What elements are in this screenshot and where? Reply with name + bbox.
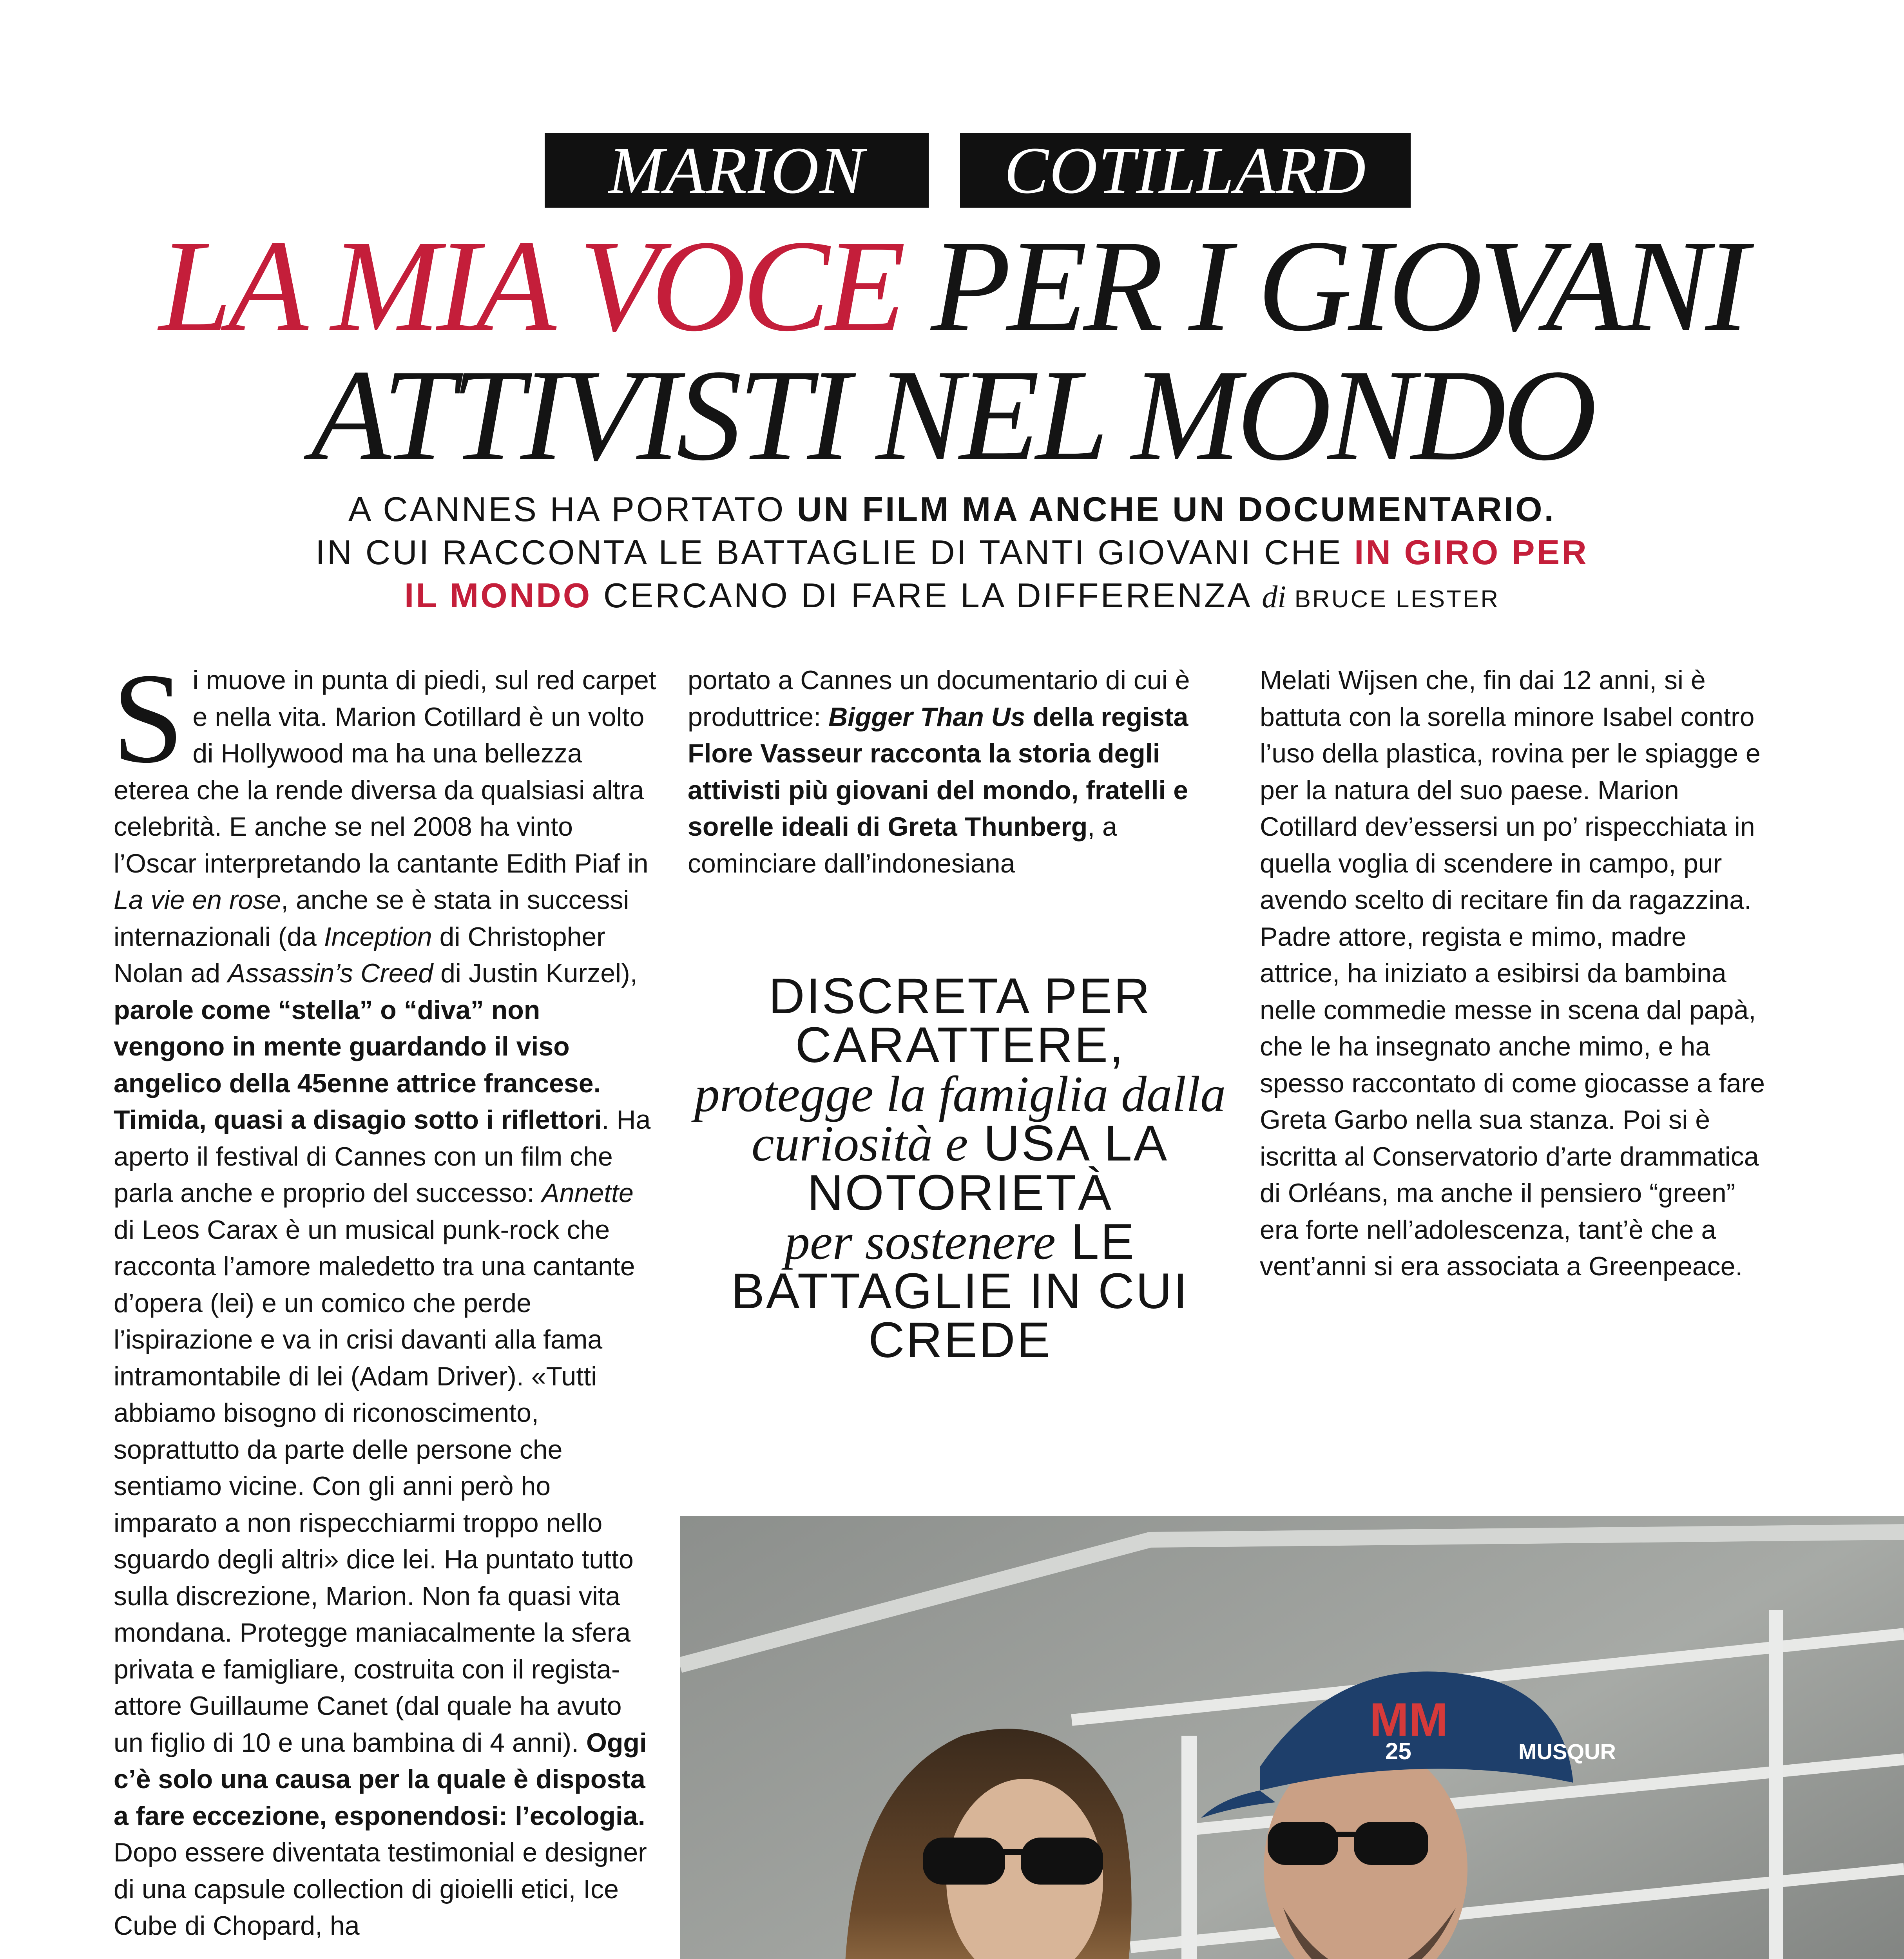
body-text: , anche se è stata in successi internazionali (da — [114, 885, 629, 952]
pull-quote — [682, 968, 1238, 1368]
paragraph: Melati Wijsen che, fin dai 12 anni, si è battuta con la sorella minore Isabel contro l’uso della plastica, rovina per le spiagge e per la natura del suo paese. Marion Cotillard dev’essersi un po’ rispecchiata in quella voglia di scendere in campo, pur avendo scelto di recitare fin da ragazzina. Padre attore, regista e mimo, madre attrice, ha iniziato a esibirsi da bambina nelle commedie messe in scena dal papà, che le ha insegnato anche mimo, e ha spesso raccontato di come giocasse a fare Greta Garbo nella sua stanza. Poi si è iscritta al Conservatorio d’arte drammatica di Orléans, ma anche il pensiero “green” era forte nell’adolescenza, tant’è che a vent’anni si era associata a Greenpeace. — [1260, 665, 1765, 1281]
film-title: Inception — [324, 922, 432, 952]
body-text: di Christopher Nolan ad — [114, 922, 605, 988]
deck-bold: UN FILM MA ANCHE UN DOCUMENTARIO. — [797, 490, 1556, 529]
article-column-3 — [1260, 662, 1769, 1285]
headline-line-1 — [118, 213, 1786, 358]
body-bold: della regista Flore Vasseur racconta la storia degli attivisti più giovani del mondo, fratelli e sorelle ideali di Greta Thunberg — [688, 702, 1188, 842]
cap-logo-number: 25 — [1385, 1738, 1411, 1764]
deck-line-1 — [118, 488, 1786, 531]
couple-photo — [680, 1516, 1904, 1959]
article-column-1 — [112, 647, 656, 1945]
pull-quote-text: USA LA NOTORIETÀ — [807, 1115, 1169, 1221]
drop-cap: S — [112, 647, 184, 790]
deck-highlight: IN GIRO PER — [1354, 533, 1589, 572]
deck-text: CERCANO DI FARE LA DIFFERENZA — [592, 576, 1262, 615]
kicker-last-name: COTILLARD — [960, 133, 1411, 208]
paragraph — [112, 647, 656, 1945]
cap-logo: MM — [1370, 1693, 1448, 1746]
pull-quote-italic: protegge la famiglia dalla curiosità e — [694, 1066, 1226, 1172]
body-text: Dopo essere diventata testimonial e designer di una capsule collection di gioielli etici, Ice Cube di Chopard, ha — [114, 1838, 647, 1941]
pull-quote-text: DISCRETA PER CARATTERE, — [768, 968, 1152, 1073]
headline-rest: PER I GIOVANI — [902, 213, 1745, 358]
deck-text: IN CUI RACCONTA LE BATTAGLIE DI TANTI GIOVANI CHE — [315, 533, 1355, 572]
paragraph — [688, 662, 1236, 882]
deck-line-3 — [118, 574, 1786, 621]
article-column-2 — [688, 662, 1236, 882]
body-text: portato a Cannes un documentario di cui è produttrice: — [688, 665, 1190, 732]
deck-text: A CANNES HA PORTATO — [348, 490, 797, 529]
pull-quote-text: LE BATTAGLIE IN CUI CREDE — [731, 1214, 1189, 1368]
headline-highlight: LA MIA VOCE — [159, 213, 902, 358]
film-title: La vie en rose — [114, 885, 281, 915]
byline-author: BRUCE LESTER — [1286, 586, 1500, 613]
body-text: di Justin Kurzel), — [433, 958, 638, 988]
deck-line-2 — [118, 531, 1786, 574]
documentary-title: Bigger Than Us — [828, 702, 1025, 732]
deck-highlight: IL MONDO — [404, 576, 592, 615]
film-title: Annette — [542, 1178, 634, 1208]
pull-quote-italic: per sostenere — [784, 1214, 1056, 1270]
byline-di: di — [1262, 580, 1286, 614]
film-title: Assassin’s Creed — [228, 958, 433, 988]
body-text: i muove in punta di piedi, sul red carpet e nella vita. Marion Cotillard è un volto di Hollywood ma ha una bellezza eterea che la rende diversa da qualsiasi altra celebrità. E anche se nel 2008 ha vinto l’Oscar interpretando la cantante Edith Piaf in — [114, 665, 656, 878]
cap-side-logo: MUSQUR — [1518, 1739, 1616, 1764]
headline-line-2: ATTIVISTI NEL MONDO — [311, 342, 1593, 488]
body-text: , a cominciare dall’indonesiana — [688, 812, 1117, 878]
body-bold: parole come “stella” o “diva” non vengono in mente guardando il viso angelico della 45enne attrice francese. Timida, quasi a disagio sotto i riflettori — [114, 995, 602, 1135]
kicker-first-name: MARION — [545, 133, 929, 208]
body-text: di Leos Carax è un musical punk-rock che racconta l’amore maledetto tra una cantante d’opera (lei) e un comico che perde l’ispirazione e va in crisi davanti alla fama intramontabile di lei (Adam Driver). «Tutti abbiamo bisogno di riconoscimento, soprattutto da parte delle persone che sentiamo vicine. Con gli anni però ho imparato a non rispecchiarmi troppo nello sguardo degli altri» dice lei. Ha puntato tutto sulla discrezione, Marion. Non fa quasi vita mondana. Protegge maniacalmente la sfera privata e famigliare, costruita con il regista-attore Guillaume Canet (dal quale ha avuto un figlio di 10 e una bambina di 4 anni). — [114, 1215, 635, 1758]
body-bold: Oggi c’è solo una causa per la quale è disposta a fare eccezione, esponendosi: l’ecologia. — [114, 1727, 647, 1831]
body-text: . Ha aperto il festival di Cannes con un film che parla anche e proprio del successo: — [114, 1105, 651, 1208]
